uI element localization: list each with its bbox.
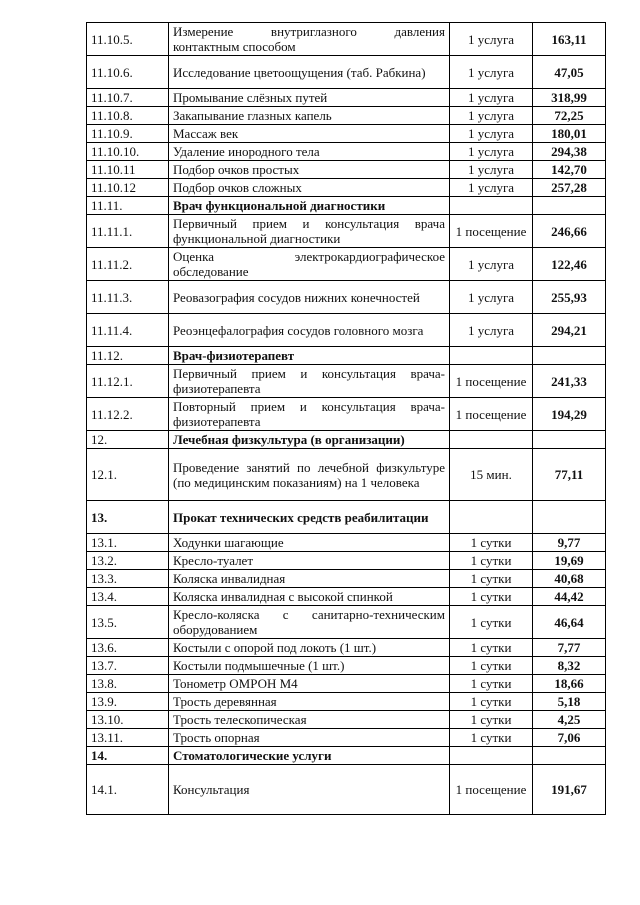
service-code: 11.10.11 [87,161,169,179]
price-table [86,22,606,815]
table-row [87,215,606,248]
service-code: 11.12.2. [87,398,169,431]
service-price: 46,64 [533,606,606,639]
service-name: Лечебная физкультура (в организации) [169,431,450,449]
table-row [87,143,606,161]
service-code: 13. [87,501,169,534]
service-price: 318,99 [533,89,606,107]
service-price: 5,18 [533,693,606,711]
service-name: Реоэнцефалография сосудов головного мозга [169,314,450,347]
service-name: Удаление инородного тела [169,143,450,161]
service-price: 7,06 [533,729,606,747]
service-price [533,431,606,449]
service-name: Первичный прием и консультация врача-физиотерапевта [169,365,450,398]
service-code: 14. [87,747,169,765]
service-code: 13.6. [87,639,169,657]
service-unit [450,501,533,534]
table-row [87,765,606,815]
service-code: 11.11. [87,197,169,215]
service-name: Костыли с опорой под локоть (1 шт.) [169,639,450,657]
service-unit: 1 услуга [450,107,533,125]
service-code: 11.11.2. [87,248,169,281]
service-unit [450,747,533,765]
service-name: Тонометр ОМРОН М4 [169,675,450,693]
section-row [87,747,606,765]
service-name: Трость опорная [169,729,450,747]
service-unit: 1 посещение [450,765,533,815]
service-price: 77,11 [533,449,606,501]
service-name: Промывание слёзных путей [169,89,450,107]
service-unit [450,431,533,449]
service-name: Трость телескопическая [169,711,450,729]
table-row [87,552,606,570]
service-unit: 1 сутки [450,675,533,693]
service-unit: 1 сутки [450,693,533,711]
table-row [87,125,606,143]
service-price: 18,66 [533,675,606,693]
service-price: 255,93 [533,281,606,314]
section-row [87,501,606,534]
table-row [87,314,606,347]
service-price [533,197,606,215]
service-name: Трость деревянная [169,693,450,711]
service-unit: 1 сутки [450,639,533,657]
service-price: 163,11 [533,23,606,56]
service-unit: 1 сутки [450,711,533,729]
service-price: 40,68 [533,570,606,588]
service-price: 44,42 [533,588,606,606]
table-row [87,534,606,552]
table-row [87,161,606,179]
table-row [87,56,606,89]
service-price: 257,28 [533,179,606,197]
service-code: 13.11. [87,729,169,747]
table-row [87,693,606,711]
table-row [87,248,606,281]
service-unit: 1 сутки [450,588,533,606]
service-unit: 1 услуга [450,56,533,89]
table-row [87,675,606,693]
service-name: Проведение занятий по лечебной физкультуре (по медицинским показаниям) на 1 человека [169,449,450,501]
service-code: 13.3. [87,570,169,588]
service-name: Закапывание глазных капель [169,107,450,125]
service-unit: 1 услуга [450,179,533,197]
service-name: Костыли подмышечные (1 шт.) [169,657,450,675]
table-row [87,588,606,606]
service-price [533,347,606,365]
service-code: 13.8. [87,675,169,693]
service-unit: 1 услуга [450,281,533,314]
service-name: Исследование цветоощущения (таб. Рабкина) [169,56,450,89]
service-unit: 1 услуга [450,161,533,179]
table-row [87,606,606,639]
service-price: 294,38 [533,143,606,161]
service-unit: 1 сутки [450,657,533,675]
table-row [87,89,606,107]
service-code: 11.10.12 [87,179,169,197]
service-name: Прокат технических средств реабилитации [169,501,450,534]
service-code: 11.10.9. [87,125,169,143]
service-code: 11.10.6. [87,56,169,89]
table-row [87,107,606,125]
service-price: 7,77 [533,639,606,657]
service-unit: 1 посещение [450,398,533,431]
table-row [87,639,606,657]
service-price: 72,25 [533,107,606,125]
table-row [87,281,606,314]
table-row [87,729,606,747]
service-price: 142,70 [533,161,606,179]
service-name: Кресло-туалет [169,552,450,570]
service-code: 13.10. [87,711,169,729]
service-unit: 1 сутки [450,729,533,747]
service-name: Консультация [169,765,450,815]
service-name: Кресло-коляска с санитарно-техническим оборудованием [169,606,450,639]
service-name: Повторный прием и консультация врача-физиотерапевта [169,398,450,431]
section-row [87,197,606,215]
table-row [87,23,606,56]
service-unit: 1 услуга [450,23,533,56]
service-code: 13.4. [87,588,169,606]
service-price: 194,29 [533,398,606,431]
section-row [87,431,606,449]
table-row [87,570,606,588]
service-code: 12. [87,431,169,449]
service-price: 241,33 [533,365,606,398]
service-name: Измерение внутриглазного давления контактным способом [169,23,450,56]
service-code: 13.7. [87,657,169,675]
service-code: 11.10.8. [87,107,169,125]
service-price: 294,21 [533,314,606,347]
service-unit: 1 услуга [450,125,533,143]
service-code: 11.10.5. [87,23,169,56]
service-code: 11.11.3. [87,281,169,314]
service-unit: 1 сутки [450,606,533,639]
service-code: 12.1. [87,449,169,501]
service-unit: 1 услуга [450,314,533,347]
table-row [87,449,606,501]
service-name: Ходунки шагающие [169,534,450,552]
service-name: Подбор очков сложных [169,179,450,197]
service-name: Коляска инвалидная с высокой спинкой [169,588,450,606]
service-unit: 1 посещение [450,215,533,248]
service-code: 13.1. [87,534,169,552]
service-code: 11.11.4. [87,314,169,347]
service-name: Реовазография сосудов нижних конечностей [169,281,450,314]
service-unit: 1 сутки [450,552,533,570]
service-unit: 1 услуга [450,89,533,107]
service-price: 246,66 [533,215,606,248]
service-unit: 1 сутки [450,534,533,552]
service-code: 11.11.1. [87,215,169,248]
service-unit: 15 мин. [450,449,533,501]
service-price: 180,01 [533,125,606,143]
service-name: Первичный прием и консультация врача функциональной диагностики [169,215,450,248]
service-unit [450,197,533,215]
service-code: 11.12. [87,347,169,365]
table-row [87,179,606,197]
table-row [87,398,606,431]
service-price: 47,05 [533,56,606,89]
service-name: Массаж век [169,125,450,143]
service-name: Коляска инвалидная [169,570,450,588]
table-row [87,711,606,729]
service-price: 191,67 [533,765,606,815]
service-unit: 1 посещение [450,365,533,398]
service-code: 13.5. [87,606,169,639]
service-name: Подбор очков простых [169,161,450,179]
service-price: 19,69 [533,552,606,570]
service-unit [450,347,533,365]
service-code: 11.10.7. [87,89,169,107]
price-table-body [87,23,606,815]
service-price: 8,32 [533,657,606,675]
section-row [87,347,606,365]
service-name: Стоматологические услуги [169,747,450,765]
service-name: Врач-физиотерапевт [169,347,450,365]
service-name: Врач функциональной диагностики [169,197,450,215]
table-row [87,657,606,675]
service-price [533,501,606,534]
service-unit: 1 услуга [450,143,533,161]
service-name: Оценка электрокардиографическое обследование [169,248,450,281]
table-row [87,365,606,398]
service-code: 13.2. [87,552,169,570]
service-code: 14.1. [87,765,169,815]
service-code: 13.9. [87,693,169,711]
service-price: 4,25 [533,711,606,729]
service-unit: 1 услуга [450,248,533,281]
service-price [533,747,606,765]
service-code: 11.12.1. [87,365,169,398]
service-price: 9,77 [533,534,606,552]
service-price: 122,46 [533,248,606,281]
service-unit: 1 сутки [450,570,533,588]
service-code: 11.10.10. [87,143,169,161]
